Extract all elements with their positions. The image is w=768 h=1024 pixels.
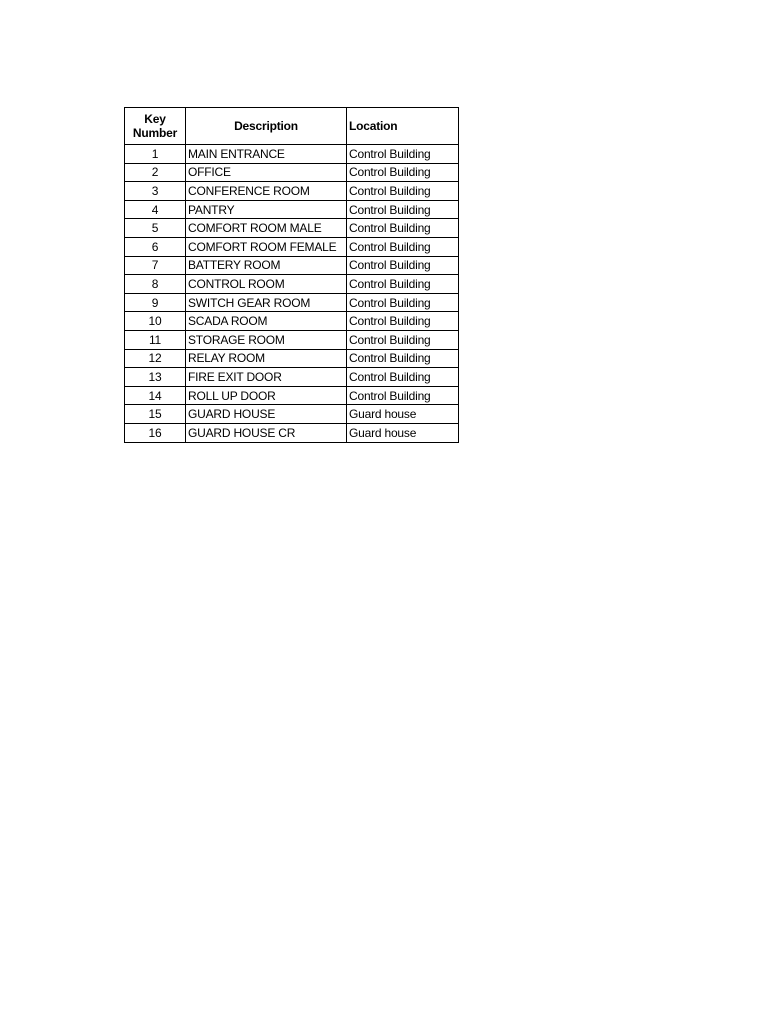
table-row	[125, 330, 459, 349]
location-cell: Control Building	[347, 386, 459, 405]
key-number-cell: 15	[125, 405, 186, 424]
description-cell: STORAGE ROOM	[186, 330, 347, 349]
table-row	[125, 163, 459, 182]
table-row	[125, 368, 459, 387]
key-table	[124, 107, 459, 443]
key-number-cell: 12	[125, 349, 186, 368]
location-cell: Guard house	[347, 423, 459, 442]
location-cell: Control Building	[347, 312, 459, 331]
key-number-cell: 16	[125, 423, 186, 442]
location-cell: Control Building	[347, 237, 459, 256]
header-key-number-line1: Key	[144, 112, 166, 126]
description-cell: RELAY ROOM	[186, 349, 347, 368]
description-cell: CONTROL ROOM	[186, 275, 347, 294]
description-cell: OFFICE	[186, 163, 347, 182]
table-header	[125, 108, 459, 145]
key-number-cell: 1	[125, 145, 186, 164]
description-cell: FIRE EXIT DOOR	[186, 368, 347, 387]
location-cell: Control Building	[347, 256, 459, 275]
header-row	[125, 108, 459, 145]
key-number-cell: 7	[125, 256, 186, 275]
table-row	[125, 182, 459, 201]
location-cell: Control Building	[347, 330, 459, 349]
description-cell: COMFORT ROOM FEMALE	[186, 237, 347, 256]
location-cell: Guard house	[347, 405, 459, 424]
key-number-cell: 9	[125, 293, 186, 312]
key-number-cell: 3	[125, 182, 186, 201]
description-cell: COMFORT ROOM MALE	[186, 219, 347, 238]
key-number-cell: 5	[125, 219, 186, 238]
table-row	[125, 405, 459, 424]
table-row	[125, 386, 459, 405]
location-cell: Control Building	[347, 293, 459, 312]
location-cell: Control Building	[347, 219, 459, 238]
header-key-number	[125, 108, 186, 145]
location-cell: Control Building	[347, 163, 459, 182]
description-cell: SCADA ROOM	[186, 312, 347, 331]
key-number-cell: 10	[125, 312, 186, 331]
description-cell: ROLL UP DOOR	[186, 386, 347, 405]
key-number-cell: 6	[125, 237, 186, 256]
key-number-cell: 14	[125, 386, 186, 405]
location-cell: Control Building	[347, 368, 459, 387]
table-body	[125, 145, 459, 443]
location-cell: Control Building	[347, 200, 459, 219]
description-cell: SWITCH GEAR ROOM	[186, 293, 347, 312]
table-row	[125, 237, 459, 256]
table-row	[125, 200, 459, 219]
table-row	[125, 312, 459, 331]
key-number-cell: 2	[125, 163, 186, 182]
key-number-cell: 4	[125, 200, 186, 219]
location-cell: Control Building	[347, 182, 459, 201]
table-row	[125, 256, 459, 275]
table-row	[125, 145, 459, 164]
description-cell: MAIN ENTRANCE	[186, 145, 347, 164]
table-row	[125, 423, 459, 442]
location-cell: Control Building	[347, 145, 459, 164]
description-cell: PANTRY	[186, 200, 347, 219]
key-number-cell: 8	[125, 275, 186, 294]
description-cell: CONFERENCE ROOM	[186, 182, 347, 201]
location-cell: Control Building	[347, 275, 459, 294]
description-cell: BATTERY ROOM	[186, 256, 347, 275]
location-cell: Control Building	[347, 349, 459, 368]
table-row	[125, 219, 459, 238]
table-row	[125, 293, 459, 312]
description-cell: GUARD HOUSE	[186, 405, 347, 424]
header-description: Description	[186, 108, 347, 145]
header-key-number-line2: Number	[132, 126, 178, 140]
description-cell: GUARD HOUSE CR	[186, 423, 347, 442]
key-number-cell: 13	[125, 368, 186, 387]
key-number-cell: 11	[125, 330, 186, 349]
table-row	[125, 349, 459, 368]
header-location: Location	[347, 108, 459, 145]
table-row	[125, 275, 459, 294]
